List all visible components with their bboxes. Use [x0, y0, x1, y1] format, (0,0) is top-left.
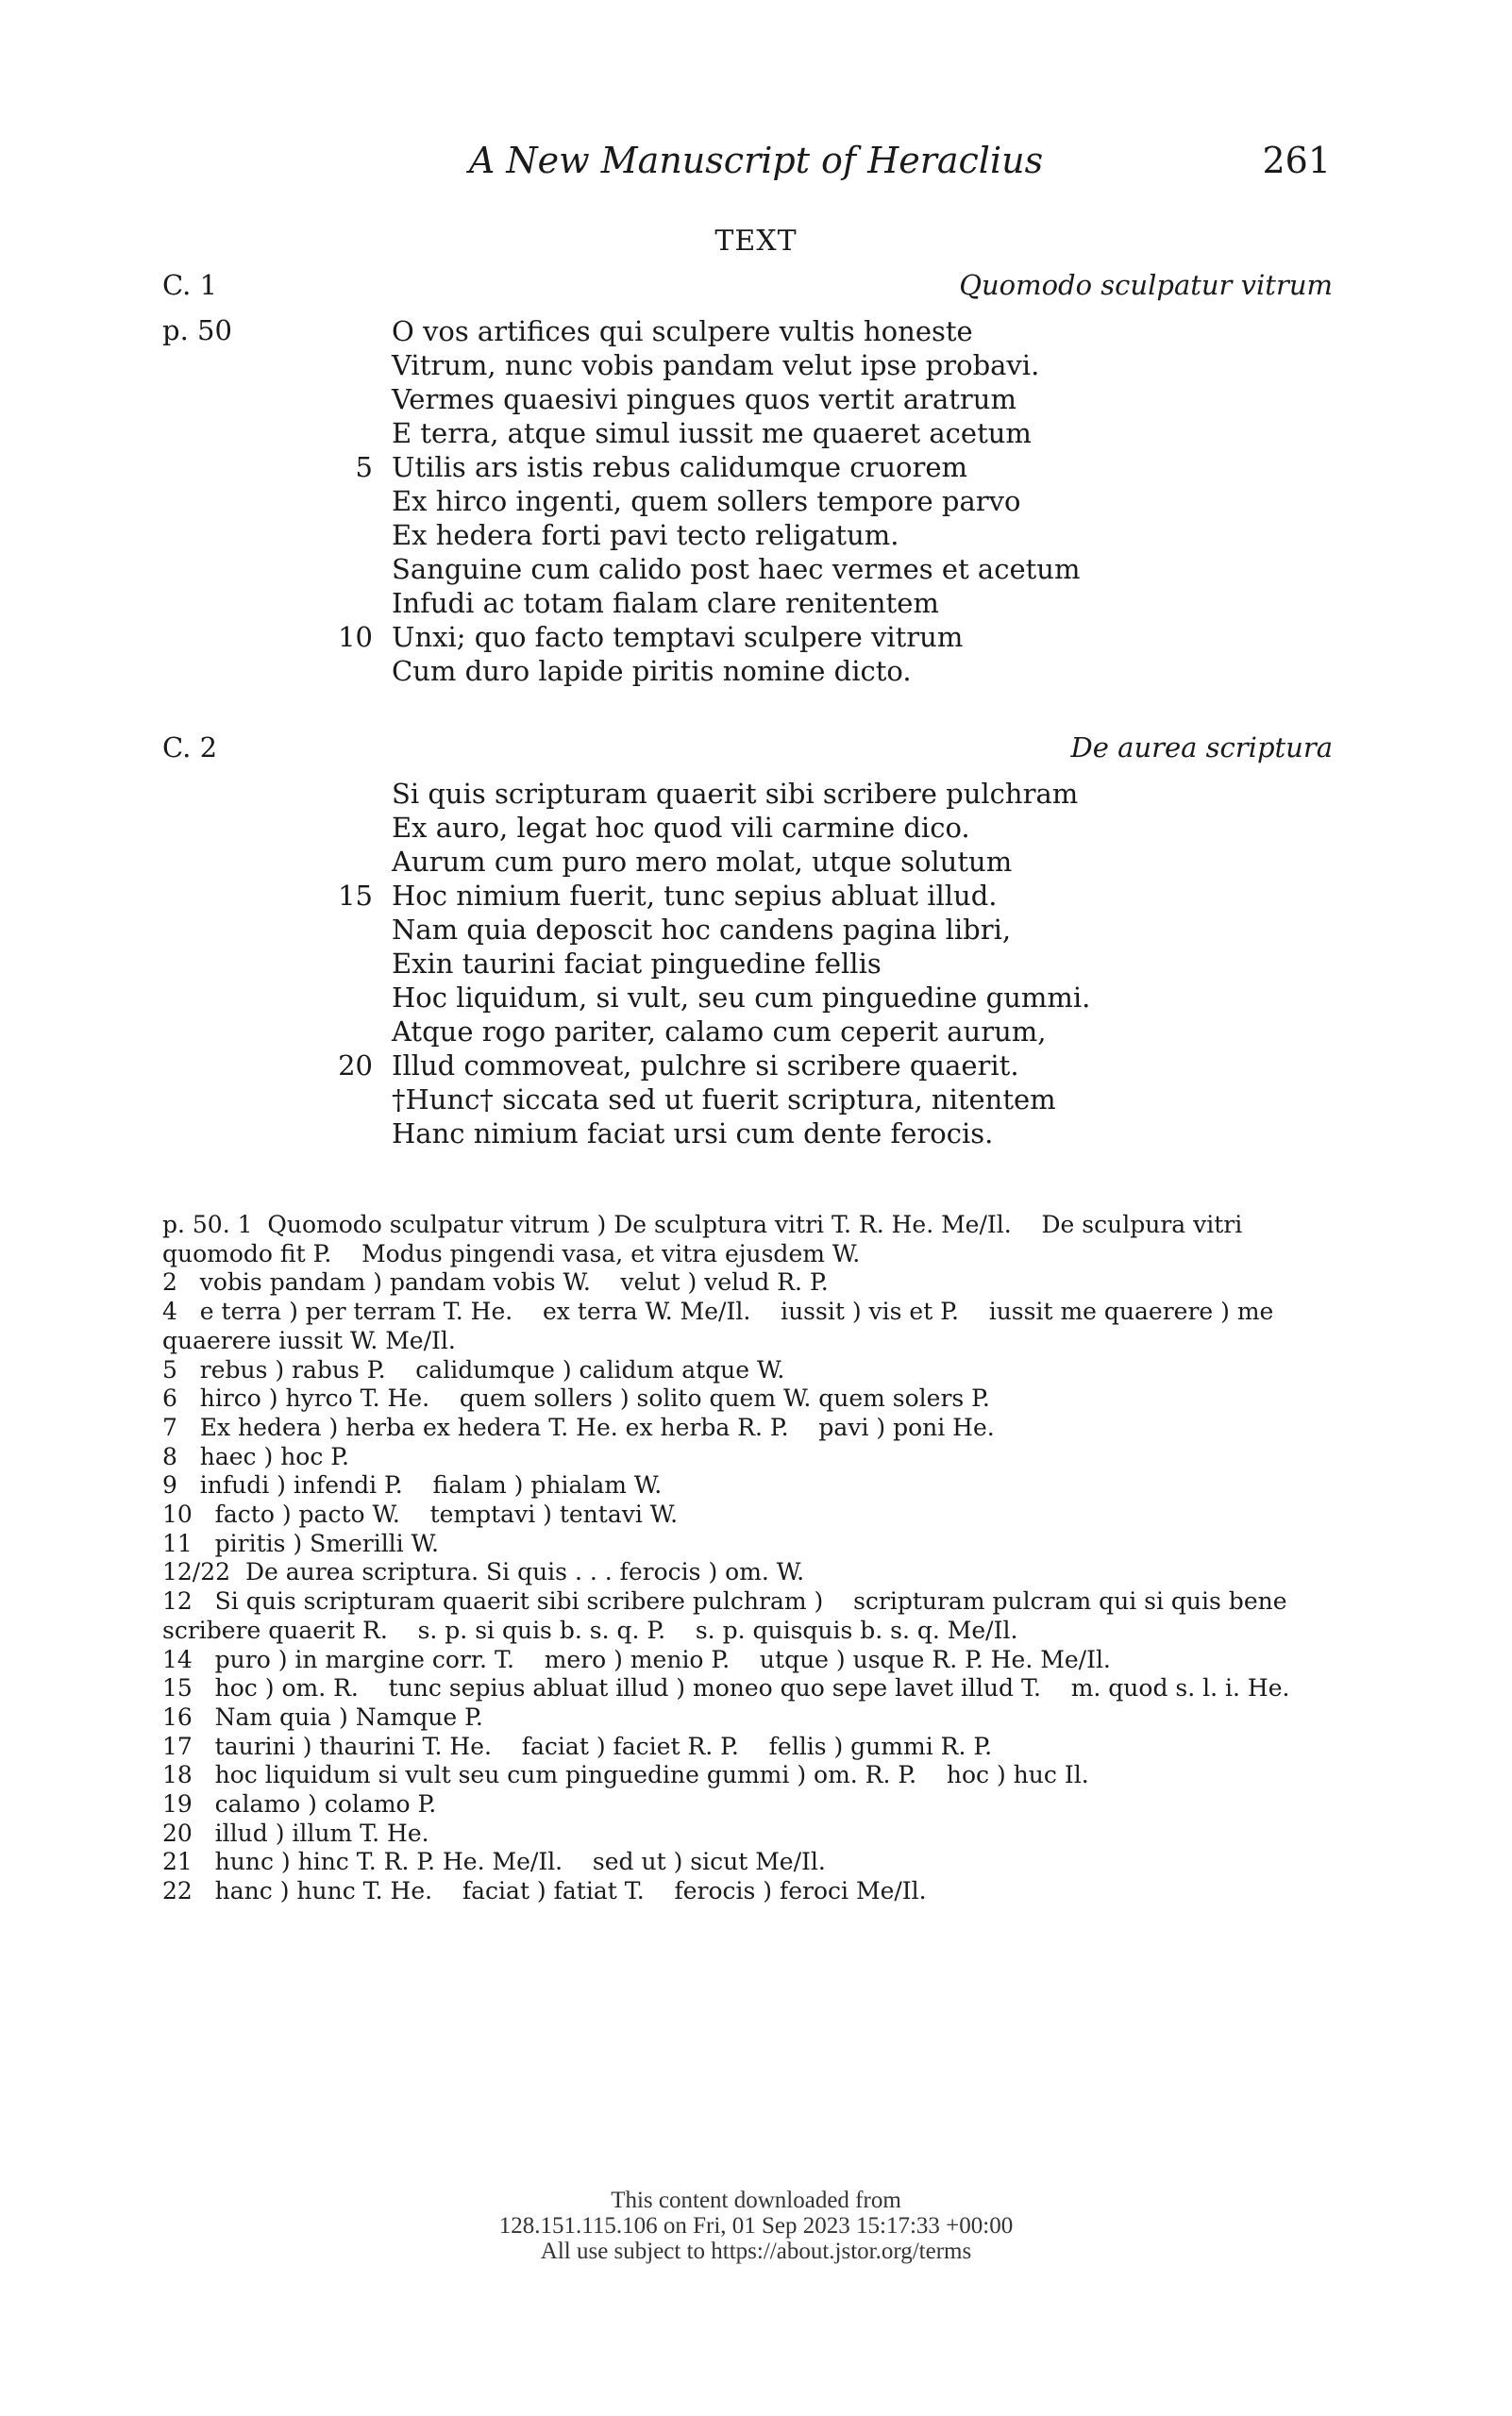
verse-line: [355, 450, 1080, 484]
footer-line[interactable]: All use subject to https://about.jstor.org/terms: [540, 2239, 972, 2264]
line-number: 15: [338, 880, 373, 912]
verse-text: Hoc liquidum, si vult, seu cum pinguedine gummi.: [392, 982, 1091, 1014]
verse-line: [392, 518, 1080, 552]
footer-line: This content downloaded from: [611, 2188, 901, 2213]
verse-text: Aurum cum puro mero molat, utque solutum: [392, 846, 1013, 878]
verse-text: Nam quia deposcit hoc candens pagina libri,: [392, 914, 1012, 946]
chapter1-verse: [338, 314, 1081, 688]
line-number: 20: [338, 1049, 373, 1082]
apparatus-entry: 16 Nam quia ) Namque P.: [162, 1703, 483, 1731]
verse-line: [392, 947, 1090, 981]
apparatus-entry: 4 e terra ) per terram T. He. ex terra W. Me/Il. iussit ) vis et P. iussit me quaerere ) me: [162, 1298, 1274, 1326]
verse-line: [338, 620, 1080, 654]
apparatus-entry: 10 facto ) pacto W. temptavi ) tentavi W.: [162, 1501, 679, 1529]
verse-text: Sanguine cum calido post haec vermes et acetum: [392, 553, 1081, 585]
apparatus-entry: scribere quaerit R. s. p. si quis b. s. q. P. s. p. quisquis b. s. q. Me/Il.: [162, 1616, 1018, 1644]
chapter1-rubric: Quomodo sculpatur vitrum: [959, 269, 1333, 301]
verse-line: [392, 586, 1080, 620]
verse-text: Unxi; quo facto temptavi sculpere vitrum: [392, 621, 964, 653]
apparatus-entry: 19 calamo ) colamo P.: [162, 1790, 437, 1819]
apparatus-entry: 22 hanc ) hunc T. He. faciat ) fatiat T. ferocis ) feroci Me/Il.: [162, 1877, 927, 1905]
verse-text: Infudi ac totam fialam clare renitentem: [392, 587, 939, 619]
apparatus-entry: 2 vobis pandam ) pandam vobis W. velut ) velud R. P.: [162, 1268, 829, 1297]
verse-line: [392, 913, 1090, 947]
verse-line: [392, 1015, 1090, 1049]
apparatus-entry: 8 haec ) hoc P.: [162, 1442, 349, 1470]
apparatus-entry: 11 piritis ) Smerilli W.: [162, 1529, 439, 1557]
apparatus-entry: 6 hirco ) hyrco T. He. quem sollers ) solito quem W. quem solers P.: [162, 1384, 990, 1413]
verse-text: Ex hirco ingenti, quem sollers tempore parvo: [392, 485, 1021, 517]
verse-text: †Hunc† siccata sed ut fuerit scriptura, nitentem: [392, 1083, 1056, 1116]
apparatus-entry: p. 50. 1 Quomodo sculpatur vitrum ) De sculptura vitri T. R. He. Me/Il. De sculpura vitri: [162, 1211, 1243, 1238]
apparatus-entry: 5 rebus ) rabus P. calidumque ) calidum atque W.: [162, 1355, 785, 1384]
page-number: 261: [1262, 140, 1331, 181]
chapter2-verse: [338, 777, 1091, 1150]
verse-line: [392, 348, 1080, 382]
apparatus-entry: quomodo fit P. Modus pingendi vasa, et vitra ejusdem W.: [162, 1239, 861, 1267]
verse-line: [338, 1049, 1090, 1082]
verse-line: [392, 314, 1080, 348]
apparatus-entry: 7 Ex hedera ) herba ex hedera T. He. ex herba R. P. pavi ) poni He.: [162, 1413, 995, 1441]
verse-text: Si quis scripturam quaerit sibi scribere pulchram: [392, 778, 1079, 810]
verse-line: [392, 552, 1080, 586]
apparatus-entry: 12/22 De aurea scriptura. Si quis . . . ferocis ) om. W.: [162, 1558, 805, 1586]
verse-line: [392, 981, 1090, 1015]
verse-line: [392, 845, 1090, 879]
verse-line: [338, 879, 1090, 913]
footer-line: 128.151.115.106 on Fri, 01 Sep 2023 15:17:33 +00:00: [498, 2213, 1014, 2239]
apparatus-entry: 9 infudi ) infendi P. fialam ) phialam W.: [162, 1471, 663, 1500]
apparatus-entry: quaerere iussit W. Me/Il.: [162, 1326, 456, 1354]
verse-line: [392, 654, 1080, 688]
running-title: A New Manuscript of Heraclius: [468, 140, 1044, 181]
apparatus-entry: 18 hoc liquidum si vult seu cum pinguedine gummi ) om. R. P. hoc ) huc Il.: [162, 1761, 1089, 1789]
verse-line: [392, 416, 1080, 450]
verse-text: Utilis ars istis rebus calidumque cruorem: [392, 451, 968, 483]
page-reference: p. 50: [162, 314, 232, 346]
apparatus-entry: 14 puro ) in margine corr. T. mero ) menio P. utque ) usque R. P. He. Me/Il.: [162, 1645, 1111, 1673]
verse-text: E terra, atque simul iussit me quaeret acetum: [392, 417, 1032, 449]
verse-text: Hanc nimium faciat ursi cum dente ferocis.: [392, 1117, 994, 1149]
apparatus-entry: 21 hunc ) hinc T. R. P. He. Me/Il. sed ut ) sicut Me/Il.: [162, 1848, 826, 1876]
section-title: TEXT: [714, 225, 798, 258]
verse-text: Atque rogo pariter, calamo cum ceperit aurum,: [392, 1015, 1047, 1048]
line-number: 10: [338, 621, 373, 653]
line-number: 5: [355, 451, 373, 483]
verse-text: Ex auro, legat hoc quod vili carmine dico.: [392, 812, 970, 844]
critical-apparatus: [162, 1211, 1342, 1906]
verse-text: Ex hedera forti pavi tecto religatum.: [392, 519, 899, 551]
verse-line: [392, 1116, 1090, 1150]
verse-text: O vos artifices qui sculpere vultis honeste: [392, 315, 973, 347]
verse-line: [392, 811, 1090, 845]
verse-text: Vermes quaesivi pingues quos vertit aratrum: [392, 383, 1016, 415]
chapter1-label: C. 1: [162, 269, 218, 301]
chapter2-rubric: De aurea scriptura: [1070, 731, 1333, 763]
apparatus-entry: 20 illud ) illum T. He.: [162, 1819, 429, 1847]
chapter2-label: C. 2: [162, 731, 218, 763]
apparatus-entry: 15 hoc ) om. R. tunc sepius abluat illud ) moneo quo sepe lavet illud T. m. quod s. l. i. He.: [162, 1674, 1290, 1703]
verse-text: Vitrum, nunc vobis pandam velut ipse probavi.: [392, 349, 1040, 381]
verse-line: [392, 484, 1080, 518]
apparatus-entry: 12 Si quis scripturam quaerit sibi scribere pulchram ) scripturam pulcram qui si quis bene: [162, 1587, 1287, 1616]
verse-line: [392, 1082, 1090, 1116]
jstor-footer: [0, 2188, 1512, 2264]
verse-text: Illud commoveat, pulchre si scribere quaerit.: [392, 1049, 1019, 1082]
apparatus-entry: 17 taurini ) thaurini T. He. faciat ) faciet R. P. fellis ) gummi R. P.: [162, 1732, 993, 1760]
verse-line: [392, 777, 1090, 811]
verse-text: Hoc nimium fuerit, tunc sepius abluat illud.: [392, 880, 998, 912]
verse-text: Cum duro lapide piritis nomine dicto.: [392, 655, 912, 687]
verse-text: Exin taurini faciat pinguedine fellis: [392, 948, 882, 980]
verse-line: [392, 382, 1080, 416]
